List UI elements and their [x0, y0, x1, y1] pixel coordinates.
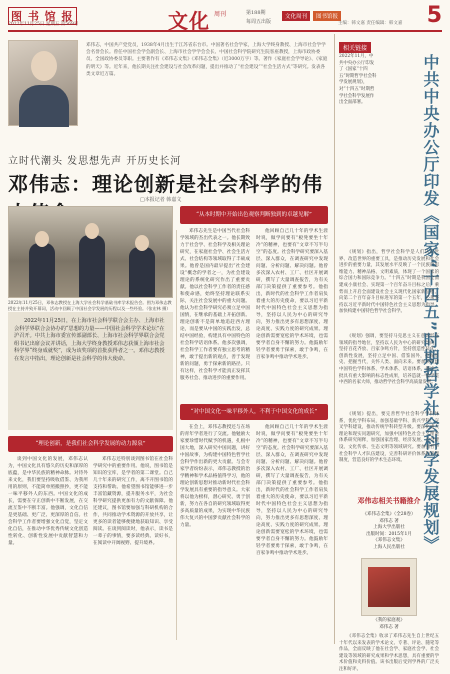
issue-meta: 2022年11月25日 星期五 第569号 — [8, 22, 79, 27]
lead-paragraph: 2022年11月25日，在上海市社会科学联合会主办、上海市社会科学界联合会协办的“思想的力量——中国社会科学学术论坛”在沪召开。中共上海市委宣传部副部长、上海市社会科学界联合会党组书记出席会议并讲话，上海大学终身教授邓伟志获颁上海市社会科学界“终身成就奖”，成为该奖项的首批获得者之一。邓伟志教授在发言中指出，理论创新是社会科学的伟大使命。 — [14, 318, 165, 362]
portrait-head — [31, 51, 57, 81]
masthead — [8, 3, 442, 33]
book-cover-caption — [339, 618, 439, 631]
article-column: 他回顾自己几十年的学术生涯时说，做学问要有“板凳要坐十年冷”的精神，也要有“文章不写半句空”的态度。社会科学研究要深入基层、深入群众，在调查研究中发现问题、分析问题、解决问题。他曾多次深入农村、工厂、社区开展调研，撰写了大量调查报告，为有关部门决策提供了重要参考。他指出，新时代的社会科学工作者肩负着重大的历史使命，要以习近平新时代中国特色社会主义思想为指导，坚持以人民为中心的研究导向，努力推出更多有思想深度、理论高度、实践力度的研究成果。理论创新需要宽松的学术环境，也需要学者自身不懈的努力。他鼓励年轻学者要勇于探索，敢于争鸣，在百家争鸣中推动学术进步。 — [256, 229, 328, 360]
photo-figure — [79, 235, 105, 297]
pull-quote: “理论创新，是我们社会科学发展的动力源泉” — [8, 436, 173, 452]
book-cover-author: 邓伟志 著 — [379, 624, 399, 630]
article-column: 在会上，邓伟志教授还与在场的青年学者进行了交流。他勉励大家要珍惜时代赋予的机遇，扎根中国大地，深入研究中国问题，讲好中国故事，为构建中国特色哲学社会科学作出新的更大贡献。与会专家学者纷纷表示，邓伟志教授的治学精神和学术品格值得学习，他的理论创新思想对推动新时代社会科学发展具有重要的指导意义。大家将以他为榜样，潜心研究、勇于创新，努力在各自的研究领域取得更多高质量的成果，为实现中华民族伟大复兴的中国梦贡献社会科学的力量。 — [180, 425, 250, 528]
column-subtitle: 周刊 — [214, 11, 227, 18]
article-headline: 邓伟志：理论创新是社会科学的伟 — [8, 172, 323, 196]
photo-figure-head — [35, 231, 49, 247]
book-section-title: 邓伟志相关书籍推介 — [357, 496, 421, 505]
column-title: 文化 — [168, 9, 210, 33]
author-intro-text: 邓伟志，中国共产党党员，1938年4月出生于江苏省东台市。中国著名社会学家，上海大学终身教授、上海市社会学学会名誉会长。曾任中国社会学会副会长、上海市社会学学会会长、中国社会科学院研究生院客座教授，上海市政协委员、全国政协委员等职。主要著作有《邓伟志文集》《邓伟志全集》（近3000万字）等。著作《家庭社会学导论》、《家庭的明天》等。近年来，他长期关注社会建设与社会改革问题，提出并推动了“社会建设”“社会生活方式”等研究。发表各类文章近万篇。 — [86, 43, 328, 77]
photo-figure-head — [85, 223, 99, 239]
lead-paragraph-box — [8, 312, 173, 430]
sidebar-text: 《规划》提出，要完善哲学社会科学学科体系，优化学科布局，加强基础学科、新兴学科、交叉学科建设，推动传统学科转型升级。要深化重大理论和现实问题研究，加强中国特色社会主义理论体系研究阐释，加强国家治理、经济发展、社会建设、文化传承、生态文明等领域研究。要加强哲学社会科学人才队伍建设，完善科研评价体系和管理制度，营造良好的学术生态环境。 — [339, 412, 439, 464]
portrait-body — [19, 85, 69, 127]
book-cover-art — [368, 567, 410, 607]
book-list-line: 《邓伟志文集》 — [373, 538, 405, 544]
publication-name-text: 图 书 馆 报 — [8, 7, 77, 25]
book-description: 《邓伟志全集》收录了邓伟志先生自上世纪五十年代以来发表的学术论文、专著、评论、随笔等作品，全面反映了他在社会学、家庭社会学、社会建设等领域的研究成果和学术思想，具有重要的学术价值和史料价值。该书出版后受到学界的广泛关注和好评。 — [339, 634, 439, 672]
article-column: 邓伟志还特别谈到图书馆在社会科学研究中的重要作用。他说，图书馆是知识的宝库，是学者的第二课堂。自己几十年来的研究工作，离不开图书馆的支持和帮助。他希望图书馆能够进一步丰富馆藏资源，提升服务水平，为社会科学研究提供更加有力的文献保障。他还建议，图书馆要加强与科研机构的合作，共同推动学术资源的开放共享，让更多的读者能够便捷地获取知识、享受阅读。在谈到阅读时，他表示，读书是一辈子的事情，要多读经典、读好书，在阅读中开阔视野、提升境界。 — [93, 457, 173, 546]
editor-line: 主编：韩文嘉 责任编辑：韩文嘉 — [338, 21, 403, 26]
article-column: 谈到中国文化的发展，邓伟志认为，中国文化具有悠久的历史和深厚的底蕴，是中华民族的精神命脉。对待外来文化，我们要坚持吸收借鉴、为我所用的原则，不能简单照搬照抄，更不能一味平移外人的东西。中国文化的成长，需要在守正创新中不断发展，在交流互鉴中不断丰富。他强调，文化自信是更基础、更广泛、更深厚的自信。社会科学工作者要增强文化自觉，坚定文化自信，在推动中华优秀传统文化创造性转化、创新性发展中贡献智慧和力量。 — [8, 457, 88, 546]
book-list-line: 出版时间：2015年1月 — [366, 531, 412, 537]
photo-caption: 2022年11月25日，邓伟志教授在上海大学社会科学基础书库学术报告会。图为邓伟志教授在主持并致开幕词，活动中回顾了中国社会学发展的历程以及一些经验。（张宏林 摄） — [8, 300, 172, 311]
photo-figure — [129, 247, 155, 297]
book-list-line: 邓伟志 著 — [379, 518, 399, 524]
sidebar-text: 《规划》强调，要坚持马克思主义在意识形态领域的指导地位，坚持以人民为中心的研究导向，坚持百花齐放、百家争鸣方针，坚持创造性转化、创新性发展，坚持立足中国、借鉴国外，挖掘历史、把握当代，关怀人类、面向未来。要加快构建中国特色学科体系、学术体系、话语体系，推出一批具有重大影响的标志性成果，培养造就一批学贯中西的名家大师，推动哲学社会科学高质量发展。 — [339, 334, 439, 386]
page-number: 5 — [426, 3, 442, 28]
publish-schedule: 每周五出版 — [246, 19, 272, 25]
article-column: 邓伟志先生是中国当代社会科学领域的杰出代表之一。他长期致力于社会学、社会科学及相关理论研究，在家庭社会学、社会生活方式、社会结构等领域取得了丰硕成果。他曾是国内最早提出“社会建设”概念的学者之一，为社会建设理论的系统化研究作出了重要贡献。他以社会科学工作者的责任感和使命感，始终坚持理论联系实际，关注社会发展中的重大问题。他认为社会科学研究必须立足中国国情，在继承的基础上开拓创新。理论创新不是简单地追赶西方理论，而是要从中国的实践出发，总结中国经验，构建具有中国特色的社会科学话语体系。他多次强调，社会科学工作者要有独立思考的精神，敢于提出新的观点，善于发现新的问题，勇于探索新的路径。只有这样，社会科学才能真正发挥其服务社会、推动进步的重要作用。 — [180, 229, 250, 381]
sidebar-text: 《规划》指出，哲学社会科学是人们认识世界、改造世界的重要工具，是推动历史发展和社会进步的重要力量，其发展水平反映了一个民族的思维能力、精神品格、文明素质，体现了一个国家的综合国力和国际竞争力。“十四五”时期是我国全面建成小康社会、实现第一个百年奋斗目标之后，乘势而上开启全面建设社会主义现代化国家新征程、向第二个百年奋斗目标进军的第一个五年，必须坚持以习近平新时代中国特色社会主义思想为指导，加快构建中国特色哲学社会科学。 — [339, 250, 439, 315]
paper-label: 图书馆报 — [313, 11, 341, 21]
related-links-sidebar — [334, 34, 442, 672]
sidebar-intro: 2022年11月，中共中央办公厅印发了《国家“十四五”时期哲学社会科学发展规划》，对“十四五”时期哲学社会科学发展作出全面部署。 — [339, 54, 377, 106]
book-list-line: 上海大学出版社 — [373, 525, 405, 531]
book-list — [339, 512, 439, 552]
issue-number: 第188期 — [246, 10, 266, 16]
photo-figure-head — [135, 235, 149, 251]
photo-figure — [29, 243, 55, 297]
article-column: 他回顾自己几十年的学术生涯时说，做学问要有“板凳要坐十年冷”的精神，也要有“文章不写半句空”的态度。社会科学研究要深入基层、深入群众，在调查研究中发现问题、分析问题、解决问题。他曾多次深入农村、工厂、社区开展调研，撰写了大量调查报告，为有关部门决策提供了重要参考。他指出，新时代的社会科学工作者肩负着重大的历史使命，要以习近平新时代中国特色社会主义思想为指导，坚持以人民为中心的研究导向，努力推出更多有思想深度、理论高度、实践力度的研究成果。理论创新需要宽松的学术环境，也需要学者自身不懈的努力。他鼓励年轻学者要勇于探索，敢于争鸣，在百家争鸣中推动学术进步。 — [256, 425, 328, 556]
book-list-line: 《邓伟志全集》（全28卷） — [362, 512, 416, 517]
column-label: 文化周刊 — [282, 11, 310, 21]
author-portrait — [8, 40, 78, 126]
event-photo — [8, 206, 173, 298]
sidebar-vertical-title: 中共中央办公厅印发《国家“十四五”时期哲学社会科学发展规划》 — [421, 54, 440, 554]
pull-quote: “从本时期中开始出色观察判断独到的卓越见解” — [180, 206, 328, 224]
book-cover-image — [361, 558, 417, 616]
article-byline: □本报记者 韩嘉文 — [140, 197, 182, 203]
column-divider — [176, 230, 177, 640]
author-intro — [8, 34, 328, 144]
article-deck: 立时代潮头 发思想先声 开历史长河 — [8, 156, 182, 167]
book-list-line: 上海人民出版社 — [373, 544, 405, 550]
sidebar-tag: 相关链接 — [339, 42, 371, 53]
book-cover-title: 《我的家庭观》 — [373, 618, 405, 623]
pull-quote: “对中国文化一味平移外人，不利于中国文化的成长” — [180, 404, 328, 420]
